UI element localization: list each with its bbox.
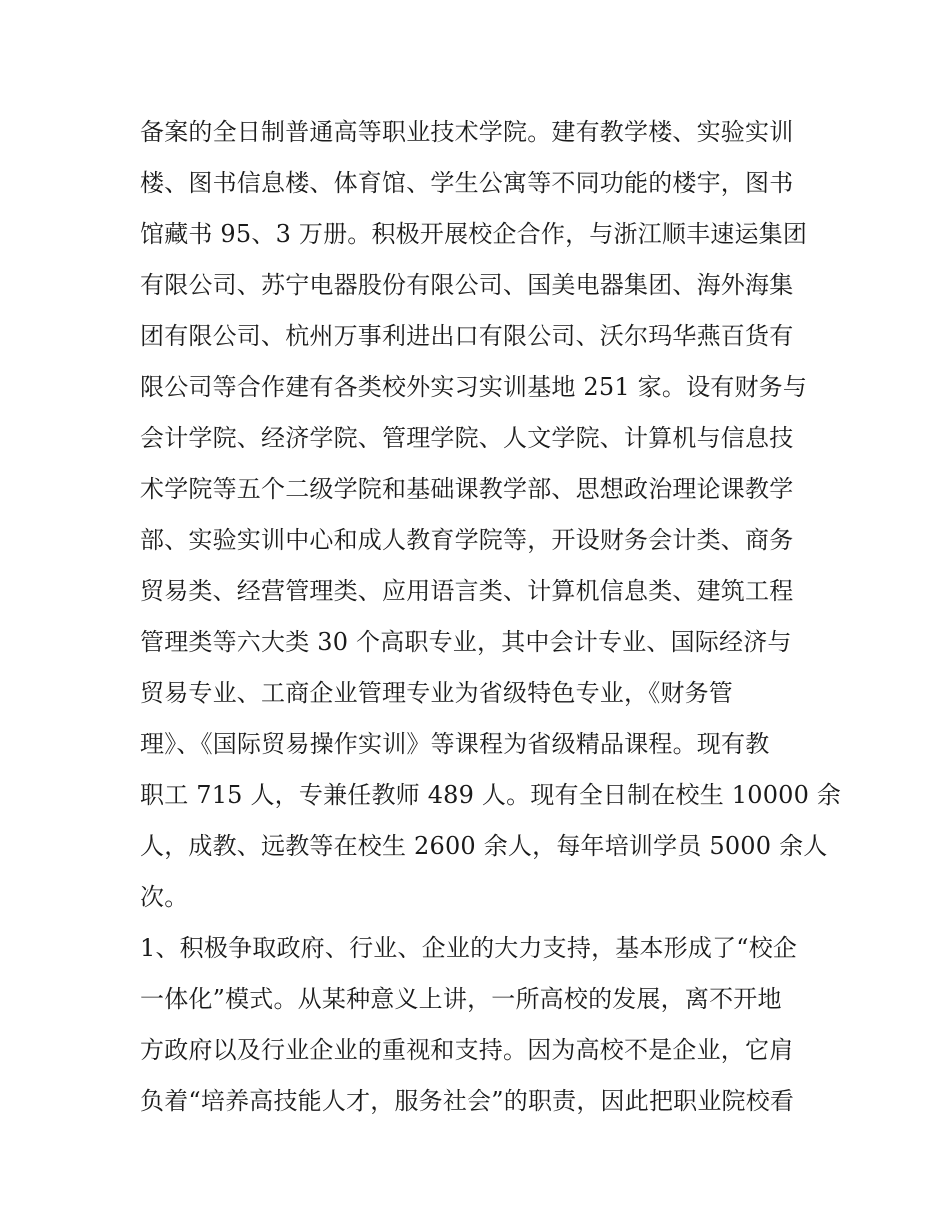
text-line: 限公司等合作建有各类校外实习实训基地 251 家。设有财务与 [140, 373, 808, 401]
text-line: 一体化”模式。从某种意义上讲，一所高校的发展，离不开地 [140, 985, 782, 1013]
text-line: 理》、《国际贸易操作实训》等课程为省级精品课程。现有教 [140, 730, 770, 758]
text-line: 人，成教、远教等在校生 2600 余人，每年培训学员 5000 余人 [140, 832, 828, 860]
text-line: 术学院等五个二级学院和基础课教学部、思想政治理论课教学 [140, 475, 794, 503]
text-line: 职工 715 人，专兼任教师 489 人。现有全日制在校生 10000 余 [140, 781, 842, 809]
text-line: 负着“培养高技能人才，服务社会”的职责，因此把职业院校看 [140, 1087, 795, 1115]
text-line: 楼、图书信息楼、体育馆、学生公寓等不同功能的楼宇，图书 [140, 169, 794, 197]
text-line: 贸易类、经营管理类、应用语言类、计算机信息类、建筑工程 [140, 577, 794, 605]
text-line: 备案的全日制普通高等职业技术学院。建有教学楼、实验实训 [140, 118, 794, 146]
text-line: 贸易专业、工商企业管理专业为省级特色专业，《财务管 [140, 679, 733, 707]
text-line: 方政府以及行业企业的重视和支持。因为高校不是企业，它肩 [140, 1036, 794, 1064]
text-line: 有限公司、苏宁电器股份有限公司、国美电器集团、海外海集 [140, 271, 794, 299]
text-line: 1、积极争取政府、行业、企业的大力支持，基本形成了“校企 [140, 934, 798, 962]
text-line: 团有限公司、杭州万事利进出口有限公司、沃尔玛华燕百货有 [140, 322, 794, 350]
body-text [140, 107, 842, 1127]
text-line: 次。 [140, 883, 189, 911]
text-line: 馆藏书 95、3 万册。积极开展校企合作，与浙江顺丰速运集团 [140, 220, 808, 248]
text-line: 部、实验实训中心和成人教育学院等，开设财务会计类、商务 [140, 526, 794, 554]
text-line: 会计学院、经济学院、管理学院、人文学院、计算机与信息技 [140, 424, 794, 452]
text-line: 管理类等六大类 30 个高职专业，其中会计专业、国际经济与 [140, 628, 792, 656]
